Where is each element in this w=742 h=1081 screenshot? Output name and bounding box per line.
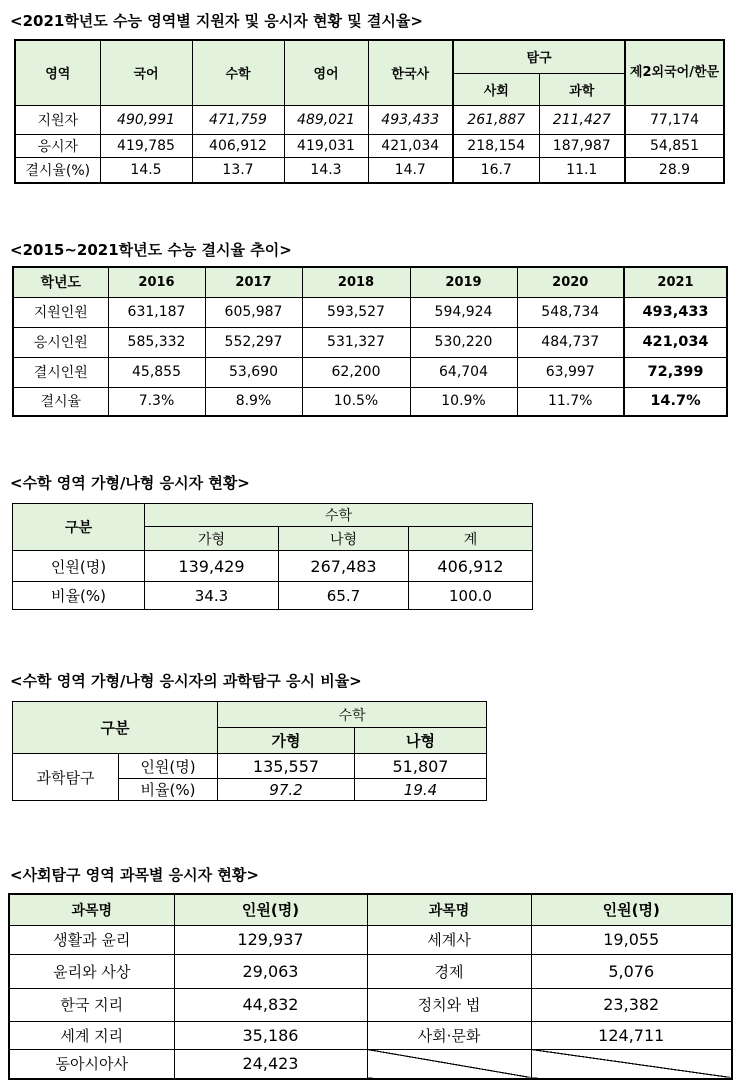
row-label: 지원인원 xyxy=(13,297,108,327)
table-row xyxy=(9,988,732,1021)
cell: 187,987 xyxy=(539,134,625,157)
header-history: 한국사 xyxy=(368,40,453,105)
table-row xyxy=(13,387,727,416)
subject-name: 생활과 윤리 xyxy=(9,925,174,954)
cell: 489,021 xyxy=(284,105,368,134)
cell: 45,855 xyxy=(108,357,205,387)
row-label: 결시율(%) xyxy=(15,157,100,183)
cell: 51,807 xyxy=(355,754,487,779)
cell: 16.7 xyxy=(453,157,539,183)
header-count: 인원(명) xyxy=(174,894,367,925)
absence-trend-table xyxy=(12,266,728,417)
row-label: 인원(명) xyxy=(119,754,218,779)
header-math: 수학 xyxy=(192,40,284,105)
cell: 64,704 xyxy=(410,357,517,387)
table-row xyxy=(9,925,732,954)
cell: 218,154 xyxy=(453,134,539,157)
cell: 211,427 xyxy=(539,105,625,134)
cell: 10.5% xyxy=(302,387,410,416)
header-subject: 과목명 xyxy=(367,894,531,925)
cell: 406,912 xyxy=(409,551,533,582)
table-row xyxy=(13,357,727,387)
cell: 406,912 xyxy=(192,134,284,157)
cell: 14.7% xyxy=(624,387,727,416)
math-type-table xyxy=(12,503,533,610)
subject-name: 세계 지리 xyxy=(9,1021,174,1049)
cell: 77,174 xyxy=(625,105,724,134)
header-english: 영어 xyxy=(284,40,368,105)
header-type-ga: 가형 xyxy=(218,728,355,754)
cell: 493,433 xyxy=(624,297,727,327)
table-row xyxy=(15,134,724,157)
row-label: 결시율 xyxy=(13,387,108,416)
cell: 10.9% xyxy=(410,387,517,416)
cell: 419,785 xyxy=(100,134,192,157)
cell: 421,034 xyxy=(624,327,727,357)
header-year: 2019 xyxy=(410,267,517,297)
row-group-label: 과학탐구 xyxy=(13,754,119,801)
empty-diagonal-cell xyxy=(531,1049,732,1079)
header-area: 영역 xyxy=(15,40,100,105)
cell: 548,734 xyxy=(517,297,624,327)
cell: 8.9% xyxy=(205,387,302,416)
subject-count: 29,063 xyxy=(174,954,367,988)
applicants-table xyxy=(14,39,725,184)
table2-title: <2015~2021학년도 수능 결시율 추이> xyxy=(10,241,292,259)
cell: 72,399 xyxy=(624,357,727,387)
cell: 419,031 xyxy=(284,134,368,157)
subject-count: 124,711 xyxy=(531,1021,732,1049)
cell: 11.1 xyxy=(539,157,625,183)
header-year: 2016 xyxy=(108,267,205,297)
header-type-na: 나형 xyxy=(355,728,487,754)
subject-count: 129,937 xyxy=(174,925,367,954)
cell: 139,429 xyxy=(145,551,279,582)
header-math-group: 수학 xyxy=(145,504,533,527)
row-label: 비율(%) xyxy=(13,582,145,610)
subject-count: 24,423 xyxy=(174,1049,367,1079)
cell: 585,332 xyxy=(108,327,205,357)
cell: 28.9 xyxy=(625,157,724,183)
cell: 594,924 xyxy=(410,297,517,327)
table-row xyxy=(15,105,724,134)
row-label: 지원자 xyxy=(15,105,100,134)
cell: 34.3 xyxy=(145,582,279,610)
header-korean: 국어 xyxy=(100,40,192,105)
cell: 62,200 xyxy=(302,357,410,387)
table4-title: <수학 영역 가형/나형 응시자의 과학탐구 응시 비율> xyxy=(10,672,362,690)
cell: 267,483 xyxy=(279,551,409,582)
cell: 471,759 xyxy=(192,105,284,134)
cell: 7.3% xyxy=(108,387,205,416)
cell: 490,991 xyxy=(100,105,192,134)
header-foreign: 제2외국어/한문 xyxy=(625,40,724,105)
header-science: 과학 xyxy=(539,73,625,105)
cell: 593,527 xyxy=(302,297,410,327)
table-row xyxy=(9,1049,732,1079)
header-corner: 구분 xyxy=(13,504,145,551)
cell: 261,887 xyxy=(453,105,539,134)
table1-title: <2021학년도 수능 영역별 지원자 및 응시자 현황 및 결시율> xyxy=(10,12,423,30)
cell: 63,997 xyxy=(517,357,624,387)
cell: 11.7% xyxy=(517,387,624,416)
header-inquiry: 탐구 xyxy=(453,40,625,73)
cell: 421,034 xyxy=(368,134,453,157)
cell: 13.7 xyxy=(192,157,284,183)
header-corner: 구분 xyxy=(13,702,218,754)
subject-name: 사회·문화 xyxy=(367,1021,531,1049)
table-row xyxy=(13,754,487,779)
science-inquiry-table xyxy=(12,701,487,801)
header-type-ga: 가형 xyxy=(145,527,279,551)
cell: 484,737 xyxy=(517,327,624,357)
table5-title: <사회탐구 영역 과목별 응시자 현황> xyxy=(10,866,259,884)
header-count: 인원(명) xyxy=(531,894,732,925)
header-year: 2018 xyxy=(302,267,410,297)
subject-name: 정치와 법 xyxy=(367,988,531,1021)
subject-name: 동아시아사 xyxy=(9,1049,174,1079)
header-year: 2017 xyxy=(205,267,302,297)
row-label: 비율(%) xyxy=(119,779,218,801)
subject-count: 44,832 xyxy=(174,988,367,1021)
subject-count: 23,382 xyxy=(531,988,732,1021)
header-year: 2020 xyxy=(517,267,624,297)
cell: 14.5 xyxy=(100,157,192,183)
subject-count: 35,186 xyxy=(174,1021,367,1049)
subject-name: 세계사 xyxy=(367,925,531,954)
cell: 631,187 xyxy=(108,297,205,327)
cell: 65.7 xyxy=(279,582,409,610)
header-type-na: 나형 xyxy=(279,527,409,551)
subject-name: 윤리와 사상 xyxy=(9,954,174,988)
table-row xyxy=(15,157,724,183)
subject-count: 19,055 xyxy=(531,925,732,954)
header-math-group: 수학 xyxy=(218,702,487,728)
cell: 14.7 xyxy=(368,157,453,183)
subject-count: 5,076 xyxy=(531,954,732,988)
header-year: 2021 xyxy=(624,267,727,297)
cell: 552,297 xyxy=(205,327,302,357)
table-row xyxy=(13,297,727,327)
table-row xyxy=(9,1021,732,1049)
subject-name: 한국 지리 xyxy=(9,988,174,1021)
header-corner: 학년도 xyxy=(13,267,108,297)
cell: 19.4 xyxy=(355,779,487,801)
table-row xyxy=(13,582,533,610)
subject-name: 경제 xyxy=(367,954,531,988)
cell: 531,327 xyxy=(302,327,410,357)
row-label: 응시자 xyxy=(15,134,100,157)
cell: 100.0 xyxy=(409,582,533,610)
cell: 135,557 xyxy=(218,754,355,779)
header-total: 계 xyxy=(409,527,533,551)
row-label: 응시인원 xyxy=(13,327,108,357)
header-social: 사회 xyxy=(453,73,539,105)
cell: 53,690 xyxy=(205,357,302,387)
cell: 605,987 xyxy=(205,297,302,327)
empty-diagonal-cell xyxy=(367,1049,531,1079)
cell: 97.2 xyxy=(218,779,355,801)
row-label: 결시인원 xyxy=(13,357,108,387)
header-subject: 과목명 xyxy=(9,894,174,925)
table3-title: <수학 영역 가형/나형 응시자 현황> xyxy=(10,474,250,492)
row-label: 인원(명) xyxy=(13,551,145,582)
table-row xyxy=(13,551,533,582)
cell: 14.3 xyxy=(284,157,368,183)
social-inquiry-table xyxy=(8,893,733,1080)
table-row xyxy=(13,327,727,357)
cell: 493,433 xyxy=(368,105,453,134)
cell: 54,851 xyxy=(625,134,724,157)
table-row xyxy=(9,954,732,988)
cell: 530,220 xyxy=(410,327,517,357)
